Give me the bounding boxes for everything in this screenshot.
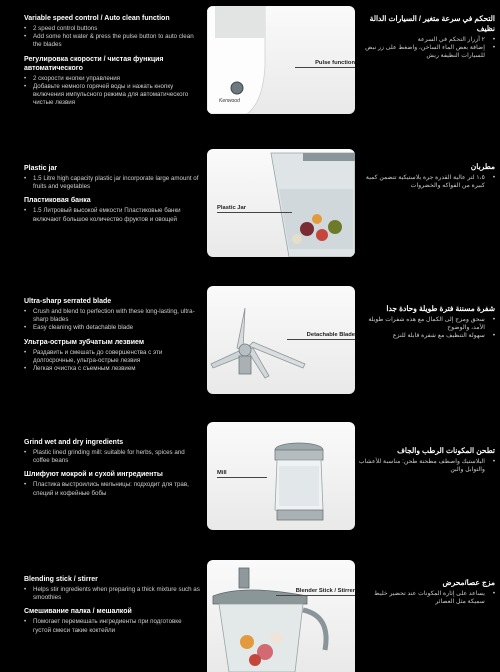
feature-section-blending-stick <box>0 558 500 670</box>
blender-stick-image <box>207 560 355 672</box>
photo-callout-label: Pulse function <box>295 60 355 68</box>
feature-title-ar: تطحن المكونات الرطب والجاف <box>397 446 495 455</box>
list-item: • Помогает перемешать ингредиенты при подготовке густой смеси такие коктейли <box>24 618 200 634</box>
feature-title-ru: Пластиковая банка <box>24 197 91 205</box>
arabic-text <box>357 14 495 61</box>
feature-title-en: Blending stick / stirrer <box>24 576 98 583</box>
list-item: • إضافة بعض الماء الساخن، واضغط على زر نبض للسيارات النظيفة ريش <box>357 44 495 60</box>
feature-list-ar <box>357 458 495 474</box>
feature-section-speed-control <box>0 0 500 142</box>
feature-title-ru: Регулировка скорости / чистая функция автоматического <box>24 55 164 72</box>
feature-title-ru: Ультра-острым зубчатым лезвием <box>24 338 145 346</box>
feature-title-en: Variable speed control / Auto clean function <box>24 15 170 22</box>
feature-title-ar: التحكم في سرعة متغير / السيارات الدالة نظيف <box>369 14 495 33</box>
list-item: • Helps stir ingredients when preparing a thick mixture such as smoothies <box>24 586 200 602</box>
photo-callout-label: Plastic Jar <box>217 205 292 213</box>
feature-list-ru <box>24 349 200 374</box>
photo-callout-label: Detachable Blade <box>287 332 355 340</box>
feature-title-en: Plastic jar <box>24 165 58 172</box>
list-item: • Легкая очистка с съемным лезвием <box>24 365 200 373</box>
product-photo-blade <box>207 286 355 394</box>
list-item: • 2 speed control buttons <box>24 25 200 33</box>
plastic-jar-image <box>207 149 355 257</box>
feature-list-ru <box>24 75 200 108</box>
list-item: • 2 скорости кнопки управления <box>24 75 200 83</box>
arabic-text <box>357 446 495 474</box>
feature-list-en <box>24 308 200 333</box>
feature-title-ar: مزج عصا/محرض <box>442 578 495 587</box>
feature-list-ar <box>357 590 495 606</box>
feature-list-ru <box>24 618 200 634</box>
list-item: • Crush and blend to perfection with these long-lasting, ultra-sharp blades <box>24 308 200 324</box>
list-item: • Plastic lined grinding mill: suitable for herbs, spices and coffee beans <box>24 449 200 465</box>
feature-title-ru: Шлифуют мокрой и сухой ингредиенты <box>24 471 163 479</box>
list-item: • Раздавить и смешать до совершенства с эти долгосрочные, ультра-острые лезвия <box>24 349 200 365</box>
feature-section-mill <box>0 420 500 544</box>
arabic-text <box>357 162 495 190</box>
feature-list-en <box>24 25 200 50</box>
feature-list-ru <box>24 207 200 223</box>
list-item: • Easy cleaning with detachable blade <box>24 324 200 332</box>
photo-callout-label: Blender Stick / Stirrer <box>276 588 355 596</box>
list-item: • Пластика выстроились мельницы: подходит для трав, специй и кофейные бобы <box>24 481 200 497</box>
list-item: • 1.5 Литровый высокой емкости Пластиковые банки включают большое количество фруктов и овощей <box>24 207 200 223</box>
feature-title-en: Ultra-sharp serrated blade <box>24 298 112 305</box>
list-item: • Добавьте немного горячей воды и нажать кнопку включения импульсного режима для автоматического чистые лезвия <box>24 83 200 108</box>
feature-list-ru <box>24 481 200 497</box>
feature-section-blade <box>0 284 500 408</box>
list-item: • 1.5 Litre high capacity plastic jar incorporate large amount of fruits and vegetables <box>24 175 200 191</box>
feature-list-ar <box>357 316 495 341</box>
arabic-text <box>357 578 495 606</box>
product-photo-pulse <box>207 6 355 114</box>
photo-callout-label: Mill <box>217 470 267 478</box>
list-item: • ١،٥ لتر عالية القدرة جرة بلاستيكية تتضمن كمية كبيرة من الفواكه والخضروات <box>357 174 495 190</box>
feature-list-en <box>24 586 200 602</box>
english-russian-text <box>24 297 200 373</box>
feature-section-plastic-jar <box>0 142 500 272</box>
list-item: • ٢ أزرار التحكم في السرعة <box>357 36 495 44</box>
product-photo-blending-stick <box>207 560 355 672</box>
list-item: • Add some hot water & press the pulse button to auto clean the blades <box>24 33 200 49</box>
english-russian-text <box>24 438 200 498</box>
list-item: • البلاستيك واصطف مطحنة طحن: مناسبة للأعشاب والتوابل والبن <box>357 458 495 474</box>
feature-title-ar: مطربان <box>470 162 495 171</box>
product-photo-mill <box>207 422 355 530</box>
arabic-text <box>357 304 495 341</box>
detachable-blade-image <box>207 286 355 394</box>
feature-list-ar <box>357 36 495 61</box>
english-russian-text <box>24 14 200 107</box>
feature-list-en <box>24 449 200 465</box>
list-item: • سحق ومزج إلى الكمال مع هذه شفرات طويلة الأمد، والوضوح <box>357 316 495 332</box>
english-russian-text <box>24 164 200 224</box>
product-photo-plastic-jar <box>207 149 355 257</box>
feature-title-en: Grind wet and dry ingredients <box>24 439 124 446</box>
feature-title-ar: شفرة مسننة فترة طويلة وحادة جدا <box>386 304 495 313</box>
feature-title-ru: Смешивание палка / мешалкой <box>24 608 132 616</box>
feature-list-en <box>24 175 200 191</box>
brand-logo: Kenwood <box>219 98 240 104</box>
english-russian-text <box>24 575 200 635</box>
feature-list-ar <box>357 174 495 190</box>
list-item: • سهولة التنظيف مع شفرة قابلة للنزع <box>357 332 495 340</box>
list-item: • يساعد على إثارة المكونات عند تحضير خليط سميكة مثل العصائر <box>357 590 495 606</box>
